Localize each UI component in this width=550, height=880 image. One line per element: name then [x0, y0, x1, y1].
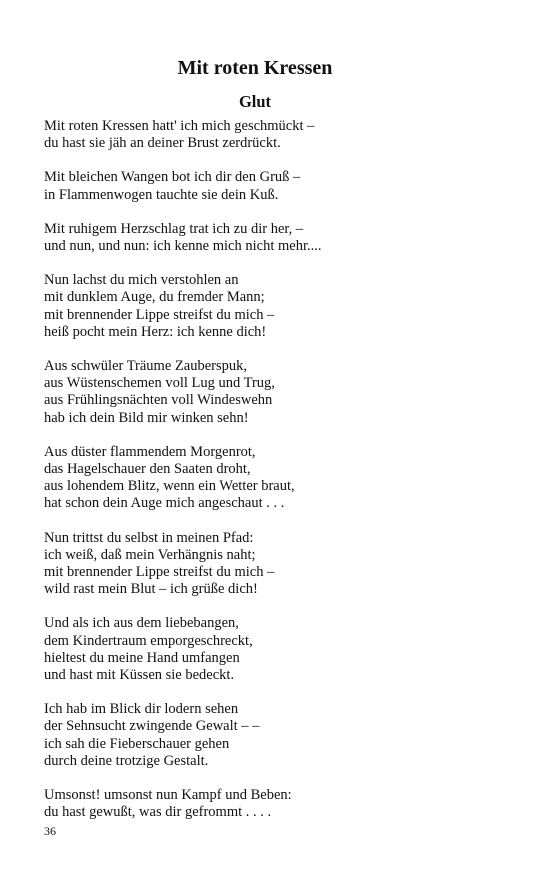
poem-line: in Flammenwogen tauchte sie dein Kuß.: [44, 186, 279, 203]
poem-line: hab ich dein Bild mir winken sehn!: [44, 409, 249, 426]
poem-line: der Sehnsucht zwingende Gewalt – –: [44, 718, 260, 735]
poem-line: Umsonst! umsonst nun Kampf und Beben:: [44, 787, 292, 804]
poem-line: und nun, und nun: ich kenne mich nicht mehr....: [44, 238, 322, 255]
poem-line: Mit ruhigem Herzschlag trat ich zu dir her, –: [44, 220, 304, 237]
poem-line: mit brennender Lippe streifst du mich –: [44, 306, 275, 323]
poem-line: aus Wüstenschemen voll Lug und Trug,: [44, 375, 275, 392]
poem-line: Mit roten Kressen hatt' ich mich geschmückt –: [44, 118, 315, 134]
poem-line: ich sah die Fieberschauer gehen: [44, 735, 230, 752]
poem-line: mit dunklem Auge, du fremder Mann;: [44, 289, 265, 306]
book-title: Mit roten Kressen: [177, 57, 333, 79]
stanza-2: [44, 169, 474, 203]
poem-line: wild rast mein Blut – ich grüße dich!: [44, 581, 258, 598]
poem-line: Aus düster flammendem Morgenrot,: [44, 443, 256, 460]
poem-line: dem Kindertraum emporgeschreckt,: [44, 632, 253, 649]
stanza-6: [44, 444, 474, 513]
poem-title: Glut: [238, 92, 272, 111]
poem-line: Ich hab im Blick dir lodern sehen: [44, 701, 239, 718]
poem-line: ich weiß, daß mein Verhängnis naht;: [44, 546, 256, 563]
stanza-7: [44, 530, 474, 599]
stanza-1: [44, 118, 474, 152]
poem-line: und hast mit Küssen sie bedeckt.: [44, 667, 235, 684]
poem-line: hieltest du meine Hand umfangen: [44, 649, 240, 666]
poem-line: du hast gewußt, was dir gefrommt . . . .: [44, 804, 272, 821]
poem-line: aus lohendem Blitz, wenn ein Wetter braut,: [44, 478, 295, 495]
poem-line: heiß pocht mein Herz: ich kenne dich!: [44, 323, 267, 340]
poem-line: aus Frühlingsnächten voll Windeswehn: [44, 392, 273, 409]
stanza-3: [44, 221, 474, 255]
stanza-5: [44, 358, 474, 427]
poem-body: [44, 118, 474, 839]
poem-line: du hast sie jäh an deiner Brust zerdrückt.: [44, 135, 281, 152]
poem-line: hat schon dein Auge mich angeschaut . . .: [44, 495, 285, 512]
stanza-4: [44, 272, 474, 341]
poem-line: mit brennender Lippe streifst du mich –: [44, 564, 275, 581]
poem-line: durch deine trotzige Gestalt.: [44, 752, 209, 769]
poem-line: Nun trittst du selbst in meinen Pfad:: [44, 529, 254, 546]
stanza-8: [44, 615, 474, 684]
stanza-10: [44, 787, 474, 821]
poem-line: Und als ich aus dem liebebangen,: [44, 615, 239, 632]
poem-line: Nun lachst du mich verstohlen an: [44, 272, 239, 289]
stanza-9: [44, 701, 474, 770]
poem-line: Aus schwüler Träume Zauberspuk,: [44, 358, 247, 375]
page-number: 36: [44, 824, 56, 838]
poem-line: Mit bleichen Wangen bot ich dir den Gruß –: [44, 169, 301, 186]
poem-line: das Hagelschauer den Saaten droht,: [44, 461, 251, 478]
